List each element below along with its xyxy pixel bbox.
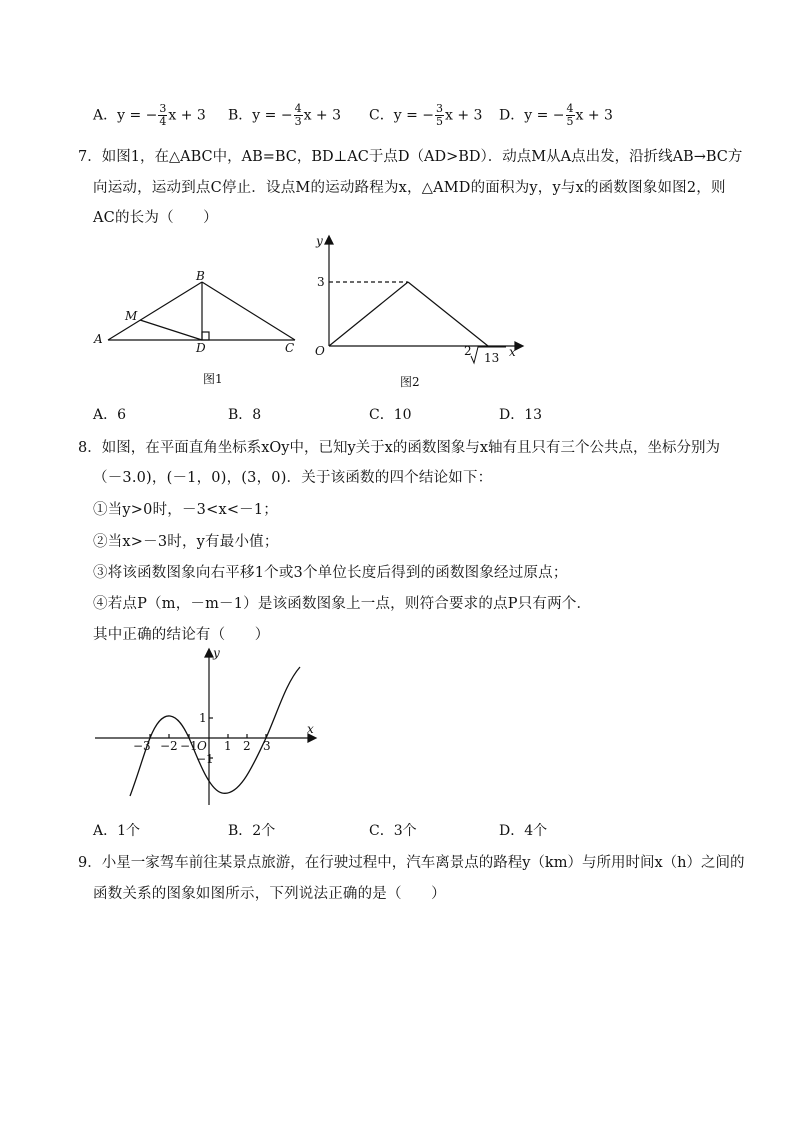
q8-conclusion-2: ②当x>－3时，y有最小值；: [93, 534, 279, 550]
q7-line-1: 7．如图1，在△ABC中，AB=BC，BD⊥AC于点D（AD>BD）．动点M从A点出发，沿折线AB→BC方: [78, 149, 743, 165]
q9-line-2: 函数关系的图象如图所示，下列说法正确的是（ ）: [93, 886, 446, 902]
q8-x-axis-label: x: [307, 722, 314, 736]
q6-option-c[interactable]: C．y = − $\frac{3}{5}$ x + 3: [369, 102, 483, 128]
q7-fig1-caption: 图1: [203, 372, 223, 386]
q8-line-1: 8．如图，在平面直角坐标系xOy中，已知y关于x的函数图象与x轴有且只有三个公共点，坐标分别为: [78, 440, 721, 456]
q7-line-3: AC的长为（ ）: [93, 210, 218, 226]
q7-fig1-label-d: D: [196, 341, 206, 355]
q7-fig1-label-b: B: [196, 269, 205, 283]
fraction: $\frac{3}{5}$: [436, 102, 443, 128]
q8-option-c[interactable]: C．3个: [369, 823, 417, 839]
q7-fig1-label-a: A: [94, 332, 103, 346]
q8-conclusion-1: ①当y>0时，－3<x<－1；: [93, 502, 278, 518]
fraction: $\frac{4}{3}$: [294, 102, 302, 128]
q7-option-c[interactable]: C．10: [369, 407, 412, 423]
q7-fig2-tick-3: 3: [317, 275, 325, 289]
q8-conclusion-3: ③将该函数图象向右平移1个或3个单位长度后得到的函数图象经过原点；: [93, 565, 568, 581]
fraction: $\frac{3}{4}$: [159, 102, 167, 128]
q6-option-d[interactable]: D．y = − $\frac{4}{5}$ x + 3: [499, 102, 613, 128]
q8-option-d[interactable]: D．4个: [499, 823, 548, 839]
q8-y-axis-label: y: [213, 646, 220, 660]
q7-fig2-tick-root13: 13: [484, 351, 500, 365]
q8-xtick-neg3: −3: [133, 739, 151, 753]
q7-fig2-tick-2: 2: [464, 344, 472, 358]
q8-question: 其中正确的结论有（ ）: [93, 627, 270, 643]
q8-conclusion-4: ④若点P（m，－m－1）是该函数图象上一点，则符合要求的点P只有两个．: [93, 596, 592, 612]
q7-option-a[interactable]: A．6: [93, 407, 127, 423]
q8-xtick-3: 3: [263, 739, 271, 753]
q8-xtick-neg1: −1: [180, 739, 198, 753]
q7-fig1-label-c: C: [285, 341, 295, 355]
q8-function-graph: [90, 645, 325, 810]
q8-ytick-1: 1: [199, 711, 207, 725]
q8-ytick-neg1: −1: [196, 752, 214, 766]
q7-fig2-caption: 图2: [400, 375, 420, 389]
q7-line-2: 向运动，运动到点C停止．设点M的运动路程为x，△AMD的面积为y，y与x的函数图象如图2，则: [93, 180, 726, 196]
q8-option-a[interactable]: A．1个: [93, 823, 141, 839]
q6-option-a[interactable]: A．y = − $\frac{3}{4}$ x + 3: [93, 102, 206, 128]
q6-option-b[interactable]: B．y = − $\frac{4}{3}$ x + 3: [228, 102, 342, 128]
q7-fig1-label-m: M: [125, 309, 138, 323]
q8-line-2: （－3.0)，(－1，0)，(3，0)．关于该函数的四个结论如下：: [93, 470, 493, 486]
q7-fig2-origin: O: [315, 344, 325, 358]
q7-option-d[interactable]: D．13: [499, 407, 543, 423]
q7-fig2-y-axis-label: y: [316, 234, 323, 248]
q7-fig2-x-axis-label: x: [509, 345, 516, 359]
fraction: $\frac{4}{5}$: [566, 102, 574, 128]
q7-option-b[interactable]: B．8: [228, 407, 262, 423]
q8-option-b[interactable]: B．2个: [228, 823, 276, 839]
q8-origin: O: [197, 739, 207, 753]
q8-xtick-2: 2: [243, 739, 251, 753]
q8-xtick-1: 1: [224, 739, 232, 753]
q9-line-1: 9．小星一家驾车前往某景点旅游，在行驶过程中，汽车离景点的路程y（km）与所用时间x（h）之间的: [78, 855, 745, 871]
q8-xtick-neg2: −2: [160, 739, 178, 753]
